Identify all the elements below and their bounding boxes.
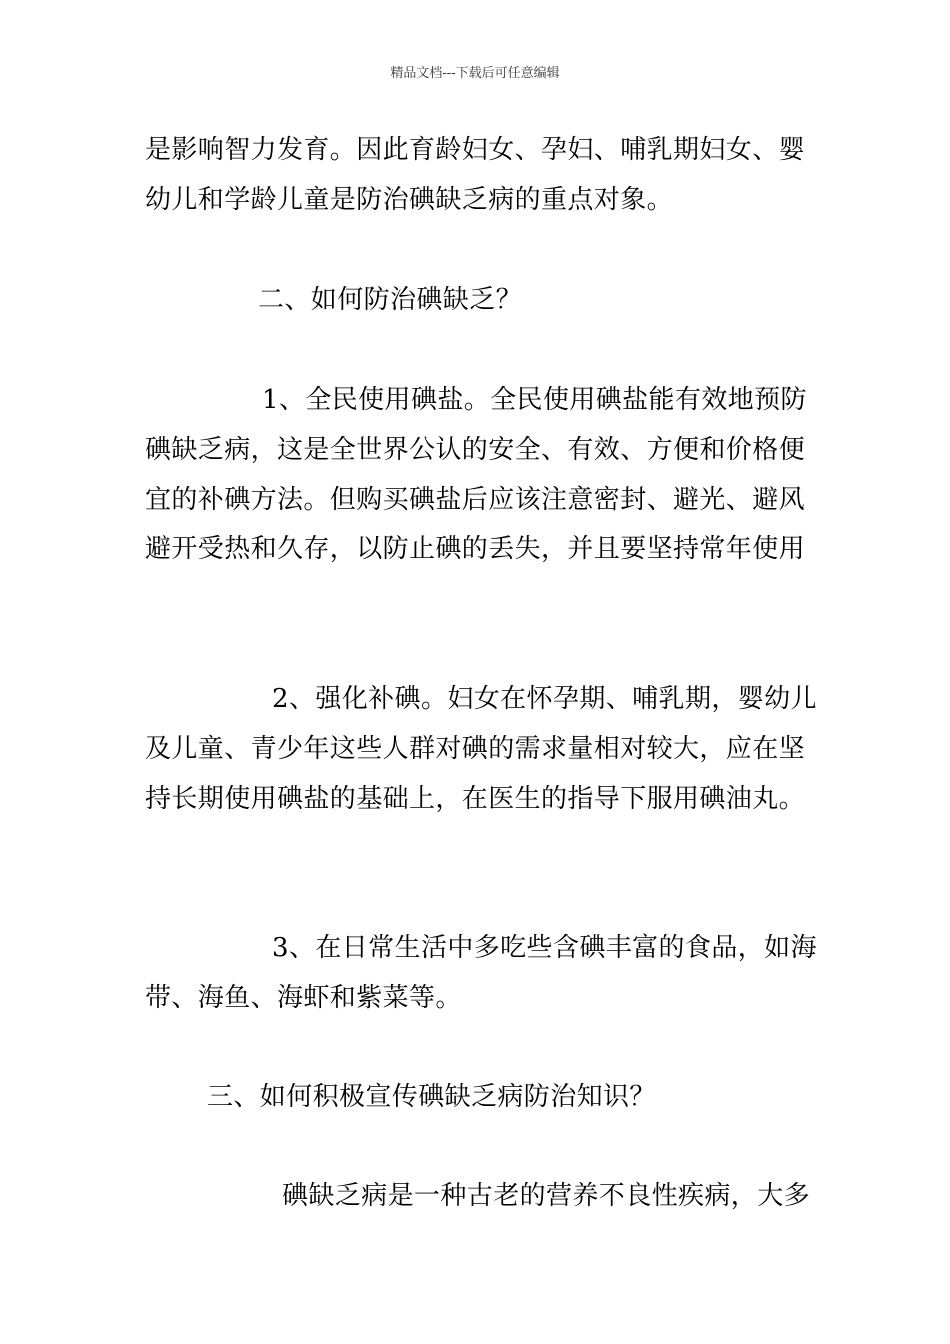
paragraph-2-line-3: 宜的补碘方法。但购买碘盐后应该注意密封、避光、避风 <box>145 485 806 515</box>
paragraph-1-line-1: 是影响智力发育。因此育龄妇女、孕妇、哺乳期妇女、婴 <box>145 135 806 165</box>
paragraph-4-line-1: 3、在日常生活中多吃些含碘丰富的食品，如海 <box>272 933 817 963</box>
paragraph-5-line-1: 碘缺乏病是一种古老的营养不良性疾病，大多 <box>282 1181 811 1211</box>
section-heading-2: 二、如何防治碘缺乏？ <box>258 285 523 315</box>
paragraph-2-line-4: 避开受热和久存，以防止碘的丢失，并且要坚持常年使用 <box>145 534 806 564</box>
section-heading-3: 三、如何积极宣传碘缺乏病防治知识？ <box>207 1082 656 1112</box>
paragraph-3-line-3: 持长期使用碘盐的基础上，在医生的指导下服用碘油丸。 <box>145 784 806 814</box>
page-header: 精品文档---下载后可任意编辑 <box>390 66 560 81</box>
paragraph-3-line-2: 及儿童、青少年这些人群对碘的需求量相对较大，应在坚 <box>145 734 806 764</box>
paragraph-2-line-1: 1、全民使用碘盐。全民使用碘盐能有效地预防 <box>262 385 807 415</box>
paragraph-2-line-2: 碘缺乏病，这是全世界公认的安全、有效、方便和价格便 <box>145 435 806 465</box>
paragraph-1-line-2: 幼儿和学龄儿童是防治碘缺乏病的重点对象。 <box>145 185 674 215</box>
paragraph-3-line-1: 2、强化补碘。妇女在怀孕期、哺乳期，婴幼儿 <box>272 684 817 714</box>
paragraph-4-line-2: 带、海鱼、海虾和紫菜等。 <box>145 983 462 1013</box>
